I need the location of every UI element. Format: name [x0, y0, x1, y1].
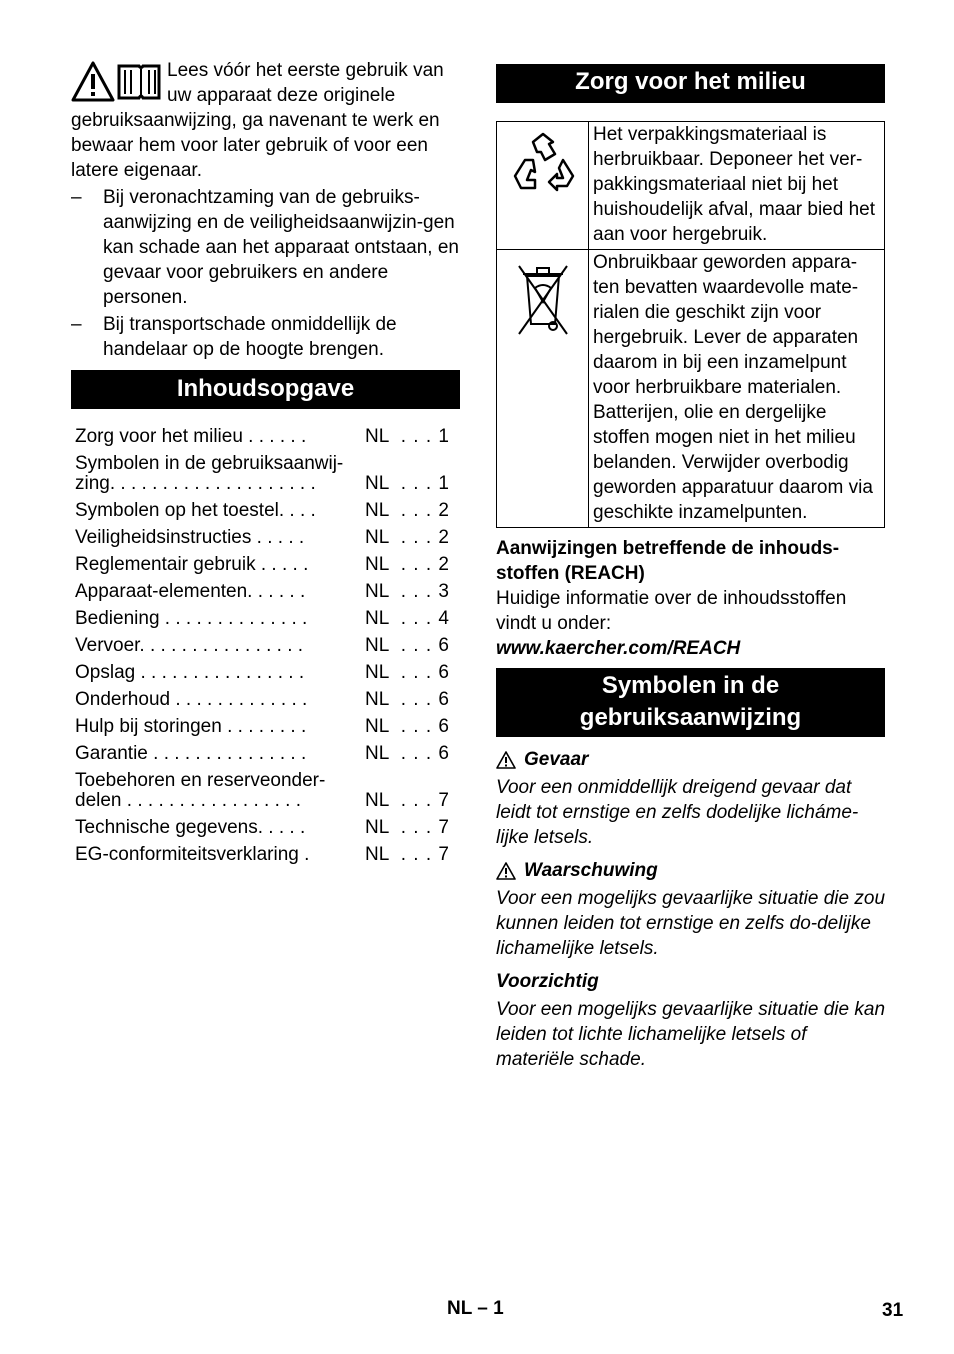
environment-heading: Zorg voor het milieu — [496, 64, 885, 103]
toc-page: . . . 7 — [400, 790, 450, 811]
toc-title — [75, 744, 335, 764]
warning-heading — [496, 858, 885, 883]
toc-title-line: Symbolen op het toestel. . . . — [75, 500, 316, 521]
reach-link[interactable]: www.kaercher.com/REACH — [496, 638, 741, 659]
danger-text: Voor een onmiddellijk dreigend gevaar dat leidt tot ernstige en zelfs dodelijke licháme-lijke letsels. — [496, 777, 859, 848]
toc-lang: NL — [365, 426, 390, 447]
toc-page: . . . 2 — [400, 500, 450, 521]
caution-text: Voor een mogelijks gevaarlijke situatie die kan leiden tot lichte lichamelijke letsels of materiële schade. — [496, 999, 886, 1070]
toc-row[interactable] — [71, 609, 460, 630]
warning-text: Voor een mogelijks gevaarlijke situatie die zou kunnen leiden tot ernstige en zelfs do-delijke lichamelijke letsels. — [496, 888, 886, 959]
toc-row[interactable] — [71, 717, 460, 738]
toc-row[interactable] — [71, 744, 460, 765]
toc-row[interactable] — [71, 818, 460, 839]
toc-title — [75, 582, 335, 602]
toc-title-line: Toebehoren en reserveonder- — [75, 770, 326, 791]
intro — [71, 58, 460, 183]
toc-title — [75, 818, 335, 838]
toc-page: . . . 1 — [400, 426, 450, 447]
symbols-heading: Symbolen in de gebruiksaanwijzing — [496, 668, 885, 737]
crossed-bin-icon — [513, 258, 573, 338]
table-row — [497, 122, 885, 250]
toc-title-line: Reglementair gebruik . . . . . — [75, 554, 309, 575]
toc-page: . . . 7 — [400, 844, 450, 865]
warning-icon — [496, 862, 516, 880]
reach-heading: Aanwijzingen betreffende de inhouds-stoffen (REACH) — [496, 538, 840, 584]
toc-page: . . . 6 — [400, 662, 450, 683]
toc-lang: NL — [365, 500, 390, 521]
toc-title-line: Opslag . . . . . . . . . . . . . . . . — [75, 662, 305, 683]
toc-row[interactable] — [71, 663, 460, 684]
bullet-text: Bij veronachtzaming van de gebruiks-aanwijzing en de veiligheidsaanwijzin-gen kan schade aan het apparaat ontstaan, en gevaar voor gebruikers en andere personen. — [103, 187, 459, 308]
intro-icons — [71, 60, 163, 106]
toc-title — [75, 427, 335, 447]
footer-section-page: – 1 — [477, 1298, 504, 1319]
reach-text: Huidige informatie over de inhoudsstoffen vindt u onder: — [496, 588, 847, 634]
toc-row[interactable] — [71, 528, 460, 549]
table-of-contents — [71, 427, 460, 866]
environment-text-2: Onbruikbaar geworden appara-ten bevatten waardevolle mate-rialen die geschikt zijn voor hergebruik. Lever de apparaten daarom in bij een inzamelpunt voor herbruikbare materialen. Batterijen, olie en dergelijke stoffen mogen niet in het milieu belanden. Verwijder overbodig geworden apparatuur daarom via geschikte inzamelpunten. — [589, 250, 885, 528]
toc-page: . . . 4 — [400, 608, 450, 629]
toc-title — [75, 771, 335, 811]
toc-page: . . . 1 — [400, 473, 450, 494]
toc-title-line: Veiligheidsinstructies . . . . . — [75, 527, 305, 548]
toc-row[interactable] — [71, 582, 460, 603]
toc-title-line: Technische gegevens. . . . . — [75, 817, 306, 838]
toc-page: . . . 7 — [400, 817, 450, 838]
toc-page: . . . 3 — [400, 581, 450, 602]
toc-lang: NL — [365, 554, 390, 575]
toc-page: . . . 6 — [400, 716, 450, 737]
toc-title-line: Garantie . . . . . . . . . . . . . . . — [75, 743, 307, 764]
toc-title — [75, 636, 335, 656]
caution-label: Voorzichtig — [496, 971, 599, 992]
danger-label: Gevaar — [524, 749, 589, 770]
toc-title-line: Hulp bij storingen . . . . . . . . — [75, 716, 307, 737]
crossed-bin-icon-cell — [497, 250, 589, 528]
footer-lang: NL — [447, 1298, 472, 1319]
toc-title — [75, 453, 344, 494]
bullet-dash: – — [71, 187, 82, 208]
bullet-text: Bij transportschade onmiddellijk de handelaar op de hoogte brengen. — [103, 314, 397, 360]
warning-icon — [496, 751, 516, 769]
bullet-dash: – — [71, 314, 82, 335]
left-column — [71, 58, 460, 872]
toc-title — [75, 555, 335, 575]
toc-title — [75, 717, 335, 737]
toc-title-line: Vervoer. . . . . . . . . . . . . . . . — [75, 635, 304, 656]
toc-lang: NL — [365, 635, 390, 656]
warning-label: Waarschuwing — [524, 860, 658, 881]
toc-title — [75, 690, 335, 710]
toc-row[interactable] — [71, 690, 460, 711]
page-number: 31 — [882, 1300, 904, 1321]
toc-title-line: Bediening . . . . . . . . . . . . . . — [75, 608, 308, 629]
toc-lang: NL — [365, 473, 390, 494]
warning-manual-icon — [71, 60, 163, 104]
toc-page: . . . 6 — [400, 689, 450, 710]
toc-row[interactable] — [71, 771, 460, 812]
right-column — [496, 64, 885, 1072]
toc-page: . . . 6 — [400, 635, 450, 656]
toc-row[interactable] — [71, 427, 460, 448]
toc-title — [75, 845, 335, 865]
toc-page: . . . 6 — [400, 743, 450, 764]
toc-lang: NL — [365, 844, 390, 865]
environment-table — [496, 121, 885, 528]
toc-title — [75, 528, 335, 548]
recycle-icon-cell — [497, 122, 589, 250]
toc-row[interactable] — [71, 845, 460, 866]
toc-title — [75, 609, 335, 629]
toc-row[interactable] — [71, 501, 460, 522]
intro-bullet-2 — [71, 312, 460, 362]
toc-lang: NL — [365, 716, 390, 737]
toc-row[interactable] — [71, 555, 460, 576]
toc-row[interactable] — [71, 454, 460, 495]
toc-title — [75, 501, 335, 521]
toc-lang: NL — [365, 581, 390, 602]
intro-bullet-1 — [71, 185, 460, 310]
caution-heading — [496, 969, 885, 994]
toc-heading: Inhoudsopgave — [71, 370, 460, 409]
toc-lang: NL — [365, 527, 390, 548]
toc-lang: NL — [365, 817, 390, 838]
toc-title-line: Apparaat-elementen. . . . . . — [75, 581, 306, 602]
toc-lang: NL — [365, 662, 390, 683]
recycle-icon — [505, 130, 581, 206]
toc-title — [75, 663, 335, 683]
toc-title-line: Onderhoud . . . . . . . . . . . . . — [75, 689, 308, 710]
toc-page: . . . 2 — [400, 554, 450, 575]
toc-page: . . . 2 — [400, 527, 450, 548]
toc-row[interactable] — [71, 636, 460, 657]
toc-lang: NL — [365, 790, 390, 811]
toc-lang: NL — [365, 689, 390, 710]
footer-section — [447, 1298, 504, 1320]
toc-title-line: Symbolen in de gebruiksaanwij- — [75, 453, 344, 474]
toc-title-line: delen . . . . . . . . . . . . . . . . . — [75, 790, 301, 811]
table-row — [497, 250, 885, 528]
toc-title-line: Zorg voor het milieu . . . . . . — [75, 426, 307, 447]
toc-lang: NL — [365, 608, 390, 629]
intro-text: Lees vóór het eerste gebruik van uw apparaat deze originele gebruiksaanwijzing, ga navenant te werk en bewaar hem voor later gebruik of voor een latere eigenaar. — [71, 60, 444, 181]
toc-title-line: zing. . . . . . . . . . . . . . . . . . . . — [75, 473, 316, 494]
danger-heading — [496, 747, 885, 772]
toc-title-line: EG-conformiteitsverklaring . — [75, 844, 310, 865]
environment-text-1: Het verpakkingsmateriaal is herbruikbaar. Deponeer het ver-pakkingsmateriaal niet bij het huishoudelijk afval, maar bied het aan voor hergebruik. — [589, 122, 885, 250]
toc-lang: NL — [365, 743, 390, 764]
